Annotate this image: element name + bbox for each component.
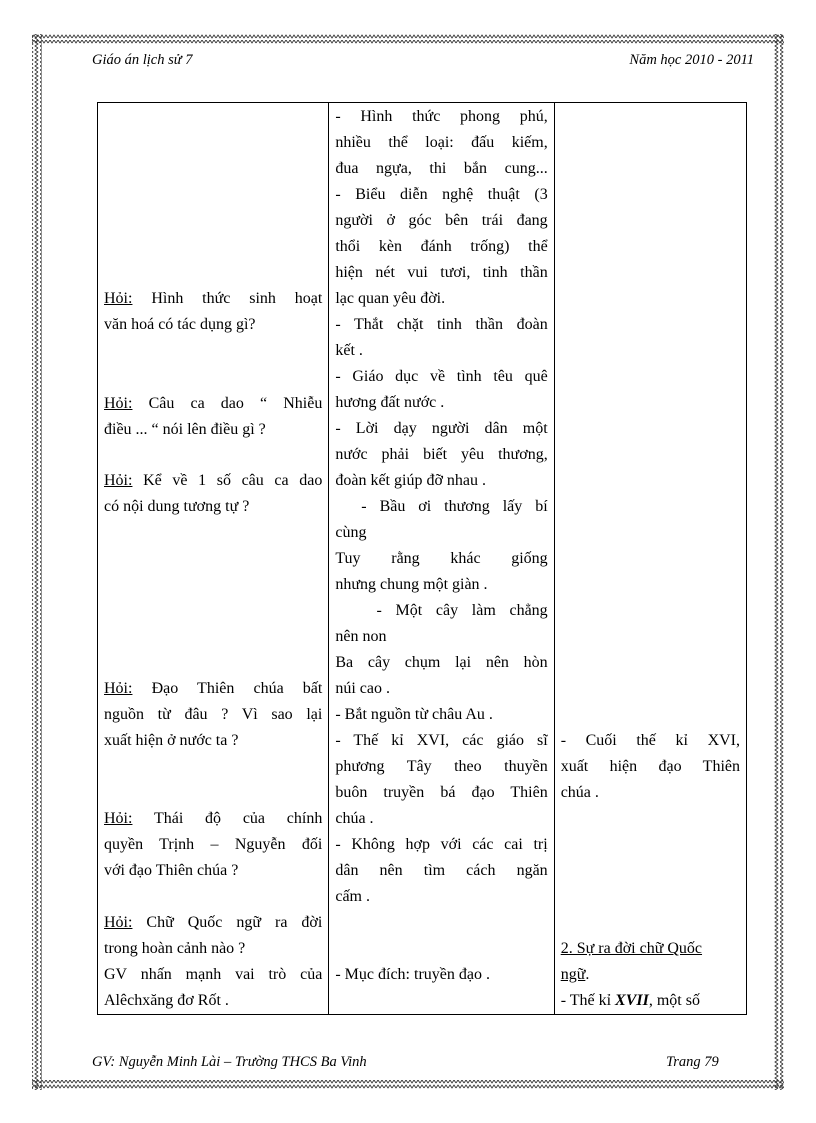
question-5-line: quyền Trịnh – Nguyễn đối	[104, 836, 323, 853]
response-line: cùng	[335, 524, 367, 541]
footer-right: Trang 79	[666, 1054, 719, 1070]
response-line: người ở góc bên trái đang	[335, 212, 548, 229]
question-label: Hỏi:	[104, 914, 133, 931]
question-6-line: Alêchxăng đơ Rốt .	[104, 992, 229, 1009]
question-6-line: GV nhấn mạnh vai trò của	[104, 966, 323, 983]
response-line: kết .	[335, 342, 363, 359]
response-line: - Thắt chặt tinh thần đoàn	[335, 316, 548, 333]
question-label: Hỏi:	[104, 680, 133, 697]
question-4-line: nguồn từ đâu ? Vì sao lại	[104, 706, 323, 723]
response-line: núi cao .	[335, 680, 390, 697]
question-label: Hỏi:	[104, 395, 133, 412]
question-4-line: xuất hiện ở nước ta ?	[104, 732, 239, 749]
response-line: chúa .	[335, 810, 374, 827]
response-line: nhiều thể loại: đấu kiếm,	[335, 134, 548, 151]
question-1-line: văn hoá có tác dụng gì?	[104, 316, 256, 333]
section-heading-cont: ngữ.	[560, 966, 590, 983]
response-line: - Lời dạy người dân một	[335, 420, 548, 437]
response-line: nhưng chung một giàn .	[335, 576, 488, 593]
response-line: nên non	[335, 628, 387, 645]
response-line: lạc quan yêu đời.	[335, 290, 446, 307]
content-line: chúa .	[560, 784, 599, 801]
lesson-table	[97, 102, 747, 1015]
response-line: Ba cây chụm lại nên hòn	[335, 654, 548, 671]
response-line: - Một cây làm chẳng	[335, 602, 548, 619]
header-right: Năm học 2010 - 2011	[629, 52, 754, 68]
response-line: buôn truyền bá đạo Thiên	[335, 784, 548, 801]
response-line: dân nên tìm cách ngăn	[335, 862, 548, 879]
response-line: - Giáo dục về tình têu quê	[335, 368, 548, 385]
response-line: thổi kèn đánh trống) thể	[335, 238, 548, 255]
column-teacher-activity	[98, 103, 329, 1015]
question-label: Hỏi:	[104, 290, 133, 307]
response-line: nước phải biết yêu thương,	[335, 446, 548, 463]
question-2-line: điều ... “ nói lên điều gì ?	[104, 421, 266, 438]
response-line: phương Tây theo thuyền	[335, 758, 548, 775]
response-line: - Thế kỉ XVI, các giáo sĩ	[335, 732, 548, 749]
response-line: - Bắt nguồn từ châu Au .	[335, 706, 493, 723]
question-3: Hỏi: Kể về 1 số câu ca dao	[104, 472, 323, 489]
response-line: - Không hợp với các cai trị	[335, 836, 548, 853]
question-label: Hỏi:	[104, 472, 133, 489]
response-line: hiện nét vui tươi, tinh thần	[335, 264, 548, 281]
response-line: Tuy rằng khác giống	[335, 550, 548, 567]
response-line: - Bầu ơi thương lấy bí	[335, 498, 548, 515]
content-line: - Thế kỉ XVII, một số	[560, 992, 700, 1009]
column-student-activity	[329, 103, 554, 1015]
question-2: Hỏi: Câu ca dao “ Nhiễu	[104, 395, 323, 412]
response-line: đua ngựa, thi bắn cung...	[335, 160, 548, 177]
response-line: hương đất nước .	[335, 394, 445, 411]
response-line: cấm .	[335, 888, 370, 905]
response-line: - Mục đích: truyền đạo .	[335, 966, 490, 983]
question-5: Hỏi: Thái độ của chính	[104, 810, 323, 827]
question-6-line: trong hoàn cảnh nào ?	[104, 940, 246, 957]
question-1: Hỏi: Hình thức sinh hoạt	[104, 290, 323, 307]
column-lesson-content	[554, 103, 746, 1015]
content-line: - Cuối thế kỉ XVI,	[560, 732, 740, 749]
footer-left: GV: Nguyễn Minh Lài – Trường THCS Ba Vinh	[92, 1054, 367, 1070]
question-3-line: có nội dung tương tự ?	[104, 498, 250, 515]
question-6: Hỏi: Chữ Quốc ngữ ra đời	[104, 914, 323, 931]
section-heading: 2. Sự ra đời chữ Quốc	[560, 940, 703, 957]
question-4: Hỏi: Đạo Thiên chúa bất	[104, 680, 323, 697]
response-line: đoàn kết giúp đỡ nhau .	[335, 472, 486, 489]
response-line: - Biểu diễn nghệ thuật (3	[335, 186, 548, 203]
question-label: Hỏi:	[104, 810, 133, 827]
content-line: xuất hiện đạo Thiên	[560, 758, 740, 775]
response-line: - Hình thức phong phú,	[335, 108, 548, 125]
question-5-line: với đạo Thiên chúa ?	[104, 862, 239, 879]
header-left: Giáo án lịch sử 7	[92, 52, 193, 68]
